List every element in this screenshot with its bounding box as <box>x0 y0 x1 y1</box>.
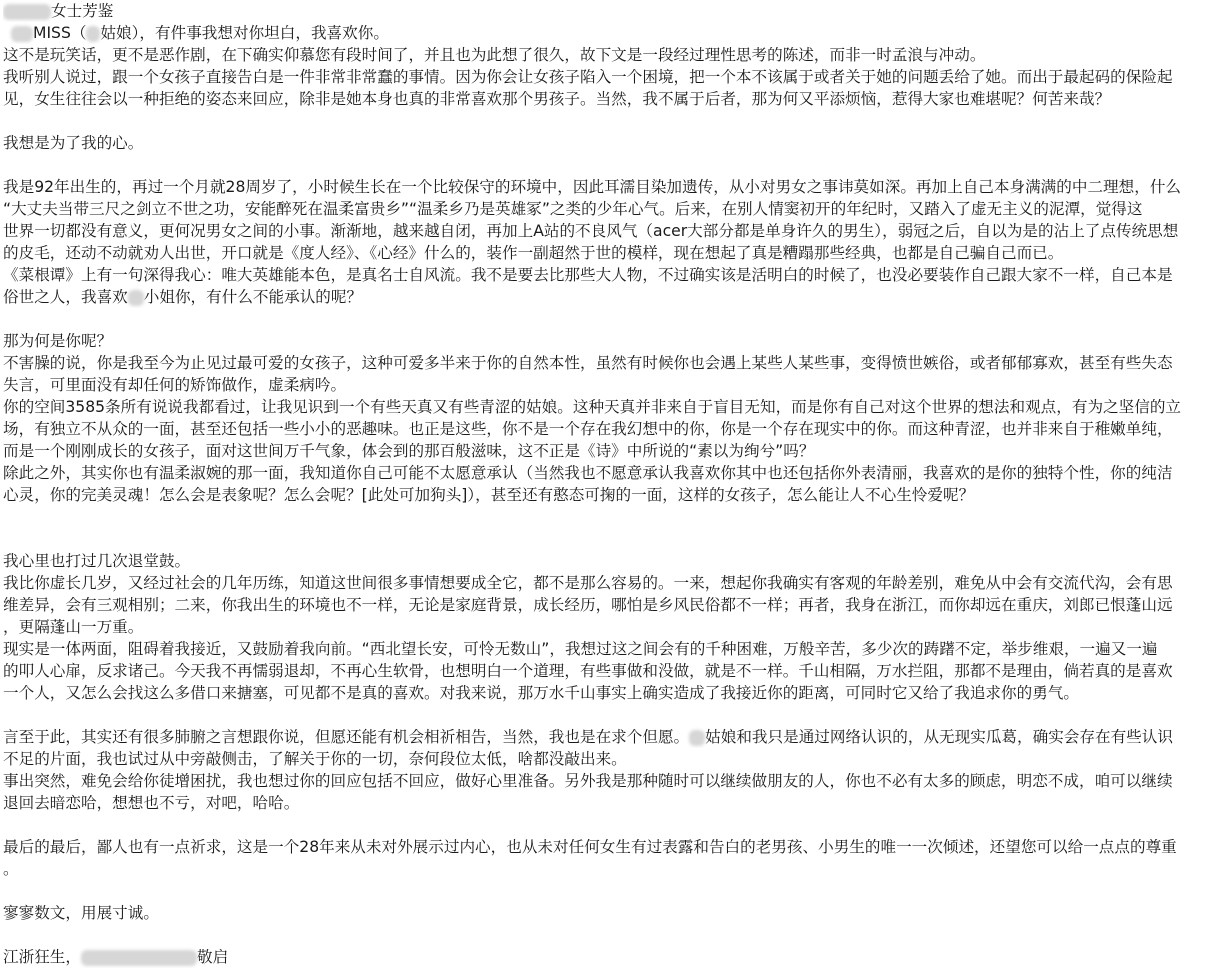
paragraph-line: 《菜根谭》上有一句深得我心：唯大英雄能本色，是真名士自风流。我不是要去比那些大人物，不过确实该是活明白的时候了，也没必要装作自己跟大家不一样，自己本是 <box>3 266 1173 284</box>
paragraph-line <box>3 286 1217 308</box>
paragraph-text: 俗世之人，我喜欢 <box>3 288 128 306</box>
paragraph-line: 现实是一体两面，阻碍着我接近，又鼓励着我向前。“西北望长安，可怜无数山”，我想过这之间会有的千种困难，万般辛苦，多少次的踌躇不定，举步维艰，一遍又一遍 <box>3 640 1158 658</box>
paragraph-line: 除此之外，其实你也有温柔淑婉的那一面，我知道你自己可能不太愿意承认（当然我也不愿意承认我喜欢你其中也还包括你外表清丽，我喜欢的是你的独特个性，你的纯洁 <box>3 464 1173 482</box>
blank-line <box>3 528 1217 550</box>
signature-text: 江浙狂生， <box>3 948 81 966</box>
paragraph-line: 事出突然，难免会给你徒增困扰，我也想过你的回应包括不回应，做好心里准备。另外我是那种随时可以继续做朋友的人，你也不必有太多的顾虑，明恋不成，咱可以继续 <box>3 772 1173 790</box>
paragraph-line: 。 <box>3 860 19 878</box>
paragraph-line: 不足的片面，我也试过从中旁敲侧击，了解关于你的一切，奈何段位太低，啥都没敲出来。 <box>3 750 627 768</box>
paragraph-line: 退回去暗恋哈，想想也不亏，对吧，哈哈。 <box>3 794 300 812</box>
paragraph-line: 我比你虚长几岁，又经过社会的几年历练，知道这世间很多事情想要成全它，都不是那么容易的。一来，想起你我确实有客观的年龄差别，难免从中会有交流代沟，会有思 <box>3 574 1173 592</box>
paragraph-line: 失言，可里面没有却任何的矫饰做作，虚柔病吟。 <box>3 376 347 394</box>
blank-line <box>3 704 1217 726</box>
paragraph-line: 不害臊的说，你是我至今为止见过最可爱的女孩子，这种可爱多半来于你的自然本性，虽然有时候你也会遇上某些人某些事，变得愤世嫉俗，或者郁郁寡欢，甚至有些失态 <box>3 354 1173 372</box>
paragraph-line: 那为何是你呢？ <box>3 332 113 350</box>
paragraph-line: 的皮毛，还动不动就劝人出世，开口就是《度人经》、《心经》什么的，装作一副超然于世的模样，现在想起了真是糟蹋那些经典，也都是自己骗自己而已。 <box>3 244 1064 262</box>
redacted-name <box>81 950 197 966</box>
paragraph-line: ，更隔蓬山一万重。 <box>3 618 144 636</box>
paragraph-line: 而是一个刚刚成长的女孩子，面对这世间万千气象，体会到的那百般滋味，这不正是《诗》中所说的“素以为绚兮”吗？ <box>3 442 815 460</box>
paragraph-text: 姑娘和我只是通过网络认识的，从无现实瓜葛，确实会存在有些认识 <box>705 728 1173 746</box>
paragraph-text: 言至于此，其实还有很多肺腑之言想跟你说，但愿还能有机会相祈相告，当然，我也是在求个但愿。 <box>3 728 690 746</box>
redacted-name <box>11 26 33 42</box>
redacted-name <box>3 4 51 20</box>
paragraph-line: 我心里也打过几次退堂鼓。 <box>3 552 191 570</box>
blank-line <box>3 154 1217 176</box>
signature-line <box>3 946 1217 968</box>
paragraph-line <box>3 726 1217 748</box>
greeting-line <box>3 22 1217 44</box>
letter-document <box>3 0 1217 968</box>
paragraph-line: 见，女生往往会以一种拒绝的姿态来回应，除非是她本身也真的非常喜欢那个男孩子。当然，我不属于后者，那为何又平添烦恼，惹得大家也难堪呢？何苦来哉？ <box>3 90 1111 108</box>
paragraph-line: 我是92年出生的，再过一个月就28周岁了，小时候生长在一个比较保守的环境中，因此耳濡目染加遗传，从小对男女之事讳莫如深。再加上自己本身满满的中二理想，什么 <box>3 178 1182 196</box>
paragraph-line: 最后的最后，鄙人也有一点祈求，这是一个28年来从未对外展示过内心，也从未对任何女生有过表露和告白的老男孩、小男生的唯一一次倾述，还望您可以给一点点的尊重 <box>3 838 1177 856</box>
paragraph-line: 这不是玩笑话，更不是恶作剧，在下确实仰慕您有段时间了，并且也为此想了很久，故下文是一段经过理性思考的陈述，而非一时孟浪与冲动。 <box>3 46 986 64</box>
salutation: 女士芳鉴 <box>51 2 114 20</box>
paragraph-line: 场，有独立不从众的一面，甚至还包括一些小小的恶趣味。也正是这些，你不是一个存在我幻想中的你，你是一个存在现实中的你。而这种青涩，也并非来自于稚嫩单纯， <box>3 420 1173 438</box>
paragraph-line: 一个人，又怎么会找这么多借口来搪塞，可见都不是真的喜欢。对我来说，那万水千山事实上确实造成了我接近你的距离，可同时它又给了我追求你的勇气。 <box>3 684 1079 702</box>
paragraph-line: 世界一切都没有意义，更何况男女之间的小事。渐渐地，越来越自闭，再加上A站的不良风气（acer大部分都是单身许久的男生），弱冠之后，自以为是的沾上了点传统思想 <box>3 222 1179 240</box>
redacted-name <box>689 730 705 746</box>
redacted-name <box>128 290 144 306</box>
blank-line <box>3 110 1217 132</box>
salutation-line <box>3 0 1217 22</box>
greeting-text: 姑娘），有件事我想对你坦白，我喜欢你。 <box>100 24 389 42</box>
blank-line <box>3 308 1217 330</box>
redacted-name <box>86 26 100 42</box>
paragraph-line: “大丈夫当带三尺之剑立不世之功，安能醉死在温柔富贵乡”“温柔乡乃是英雄冢”之类的少年心气。后来，在别人情窦初开的年纪时，又踏入了虚无主义的泥潭，觉得这 <box>3 200 1143 218</box>
paragraph-text: 小姐你，有什么不能承认的呢？ <box>143 288 363 306</box>
blank-line <box>3 814 1217 836</box>
greeting-text: MISS（ <box>33 24 87 42</box>
paragraph-line: 我听别人说过，跟一个女孩子直接告白是一件非常非常蠢的事情。因为你会让女孩子陷入一个困境，把一个本不该属于或者关于她的问题丢给了她。而出于最起码的保险起 <box>3 68 1173 86</box>
paragraph-line: 的叩人心扉，反求诸己。今天我不再懦弱退却，不再心生软骨，也想明白一个道理，有些事做和没做，就是不一样。千山相隔，万水拦阻，那都不是理由，倘若真的是喜欢 <box>3 662 1173 680</box>
blank-line <box>3 880 1217 902</box>
paragraph-line: 心灵，你的完美灵魂！怎么会是表象呢？怎么会呢？[此处可加狗头]），甚至还有憨态可掬的一面，这样的女孩子，怎么能让人不心生怜爱呢？ <box>3 486 975 504</box>
blank-line <box>3 506 1217 528</box>
paragraph-line: 寥寥数文，用展寸诚。 <box>3 904 159 922</box>
paragraph-line: 维差异，会有三观相别；二来，你我出生的环境也不一样，无论是家庭背景，成长经历，哪怕是乡风民俗都不一样；再者，我身在浙江，而你却远在重庆，刘郎已恨蓬山远 <box>3 596 1173 614</box>
blank-line <box>3 924 1217 946</box>
paragraph-line: 我想是为了我的心。 <box>3 134 144 152</box>
signature-text: 敬启 <box>196 948 229 966</box>
paragraph-line: 你的空间3585条所有说说我都看过，让我见识到一个有些天真又有些青涩的姑娘。这种天真并非来自于盲目无知，而是你有自己对这个世界的想法和观点，有为之坚信的立 <box>3 398 1182 416</box>
